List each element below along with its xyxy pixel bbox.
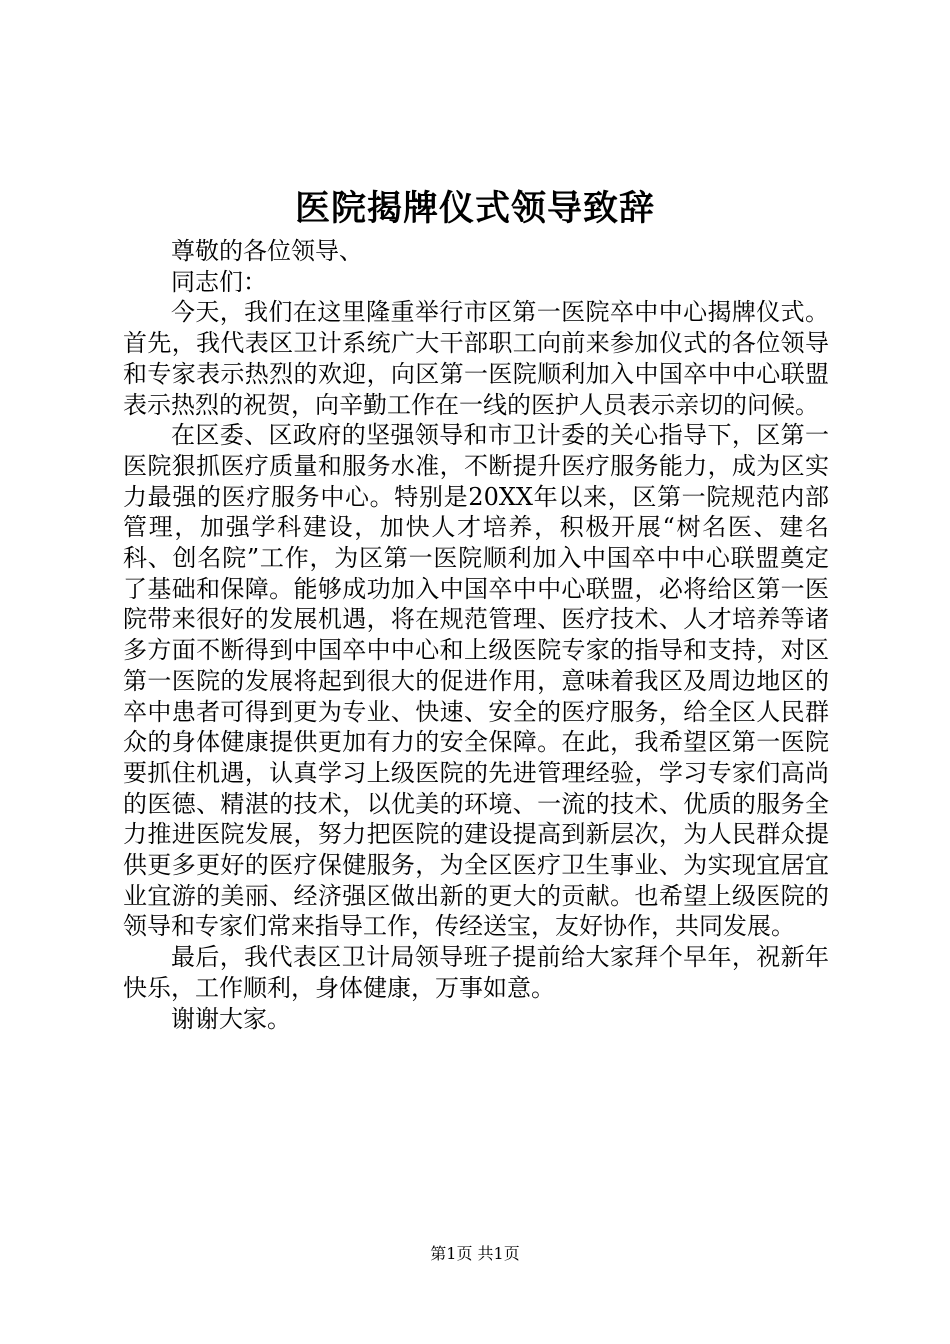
- paragraph-closing: 最后，我代表区卫计局领导班子提前给大家拜个早年，祝新年快乐，工作顺利，身体健康，万事如意。: [123, 943, 829, 1002]
- paragraph-main: 在区委、区政府的坚强领导和市卫计委的关心指导下，区第一医院狠抓医疗质量和服务水准，不断提升医疗服务能力，成为区实力最强的医疗服务中心。特别是20XX年以来，区第一院规范内部管理，加强学科建设，加快人才培养，积极开展“树名医、建名科、创名院”工作，为区第一医院顺利加入中国卒中中心联盟奠定了基础和保障。能够成功加入中国卒中中心联盟，必将给区第一医院带来很好的发展机遇，将在规范管理、医疗技术、人才培养等诸多方面不断得到中国卒中中心和上级医院专家的指导和支持，对区第一医院的发展将起到很大的促进作用，意味着我区及周边地区的卒中患者可得到更为专业、快速、安全的医疗服务，给全区人民群众的身体健康提供更加有力的安全保障。在此，我希望区第一医院要抓住机遇，认真学习上级医院的先进管理经验，学习专家们高尚的医德、精湛的技术，以优美的环境、一流的技术、优质的服务全力推进医院发展，努力把医院的建设提高到新层次，为人民群众提供更多更好的医疗保健服务，为全区医疗卫生事业、为实现宜居宜业宜游的美丽、经济强区做出新的更大的贡献。也希望上级医院的领导和专家们常来指导工作，传经送宝，友好协作，共同发展。: [123, 421, 829, 941]
- document-title: 医院揭牌仪式领导致辞: [294, 188, 655, 229]
- salutation-line-2: 同志们：: [171, 267, 267, 296]
- page-footer: 第1页 共1页: [430, 1244, 520, 1263]
- paragraph-opening: 今天，我们在这里隆重举行市区第一医院卒中中心揭牌仪式。首先，我代表区卫计系统广大干部职工向前来参加仪式的各位领导和专家表示热烈的欢迎，向区第一医院顺利加入中国卒中中心联盟表示热烈的祝贺，向辛勤工作在一线的医护人员表示亲切的问候。: [123, 298, 829, 419]
- document-body: [123, 236, 829, 1034]
- paragraph-thanks: 谢谢大家。: [171, 1004, 291, 1033]
- salutation-line-1: 尊敬的各位领导、: [171, 237, 363, 265]
